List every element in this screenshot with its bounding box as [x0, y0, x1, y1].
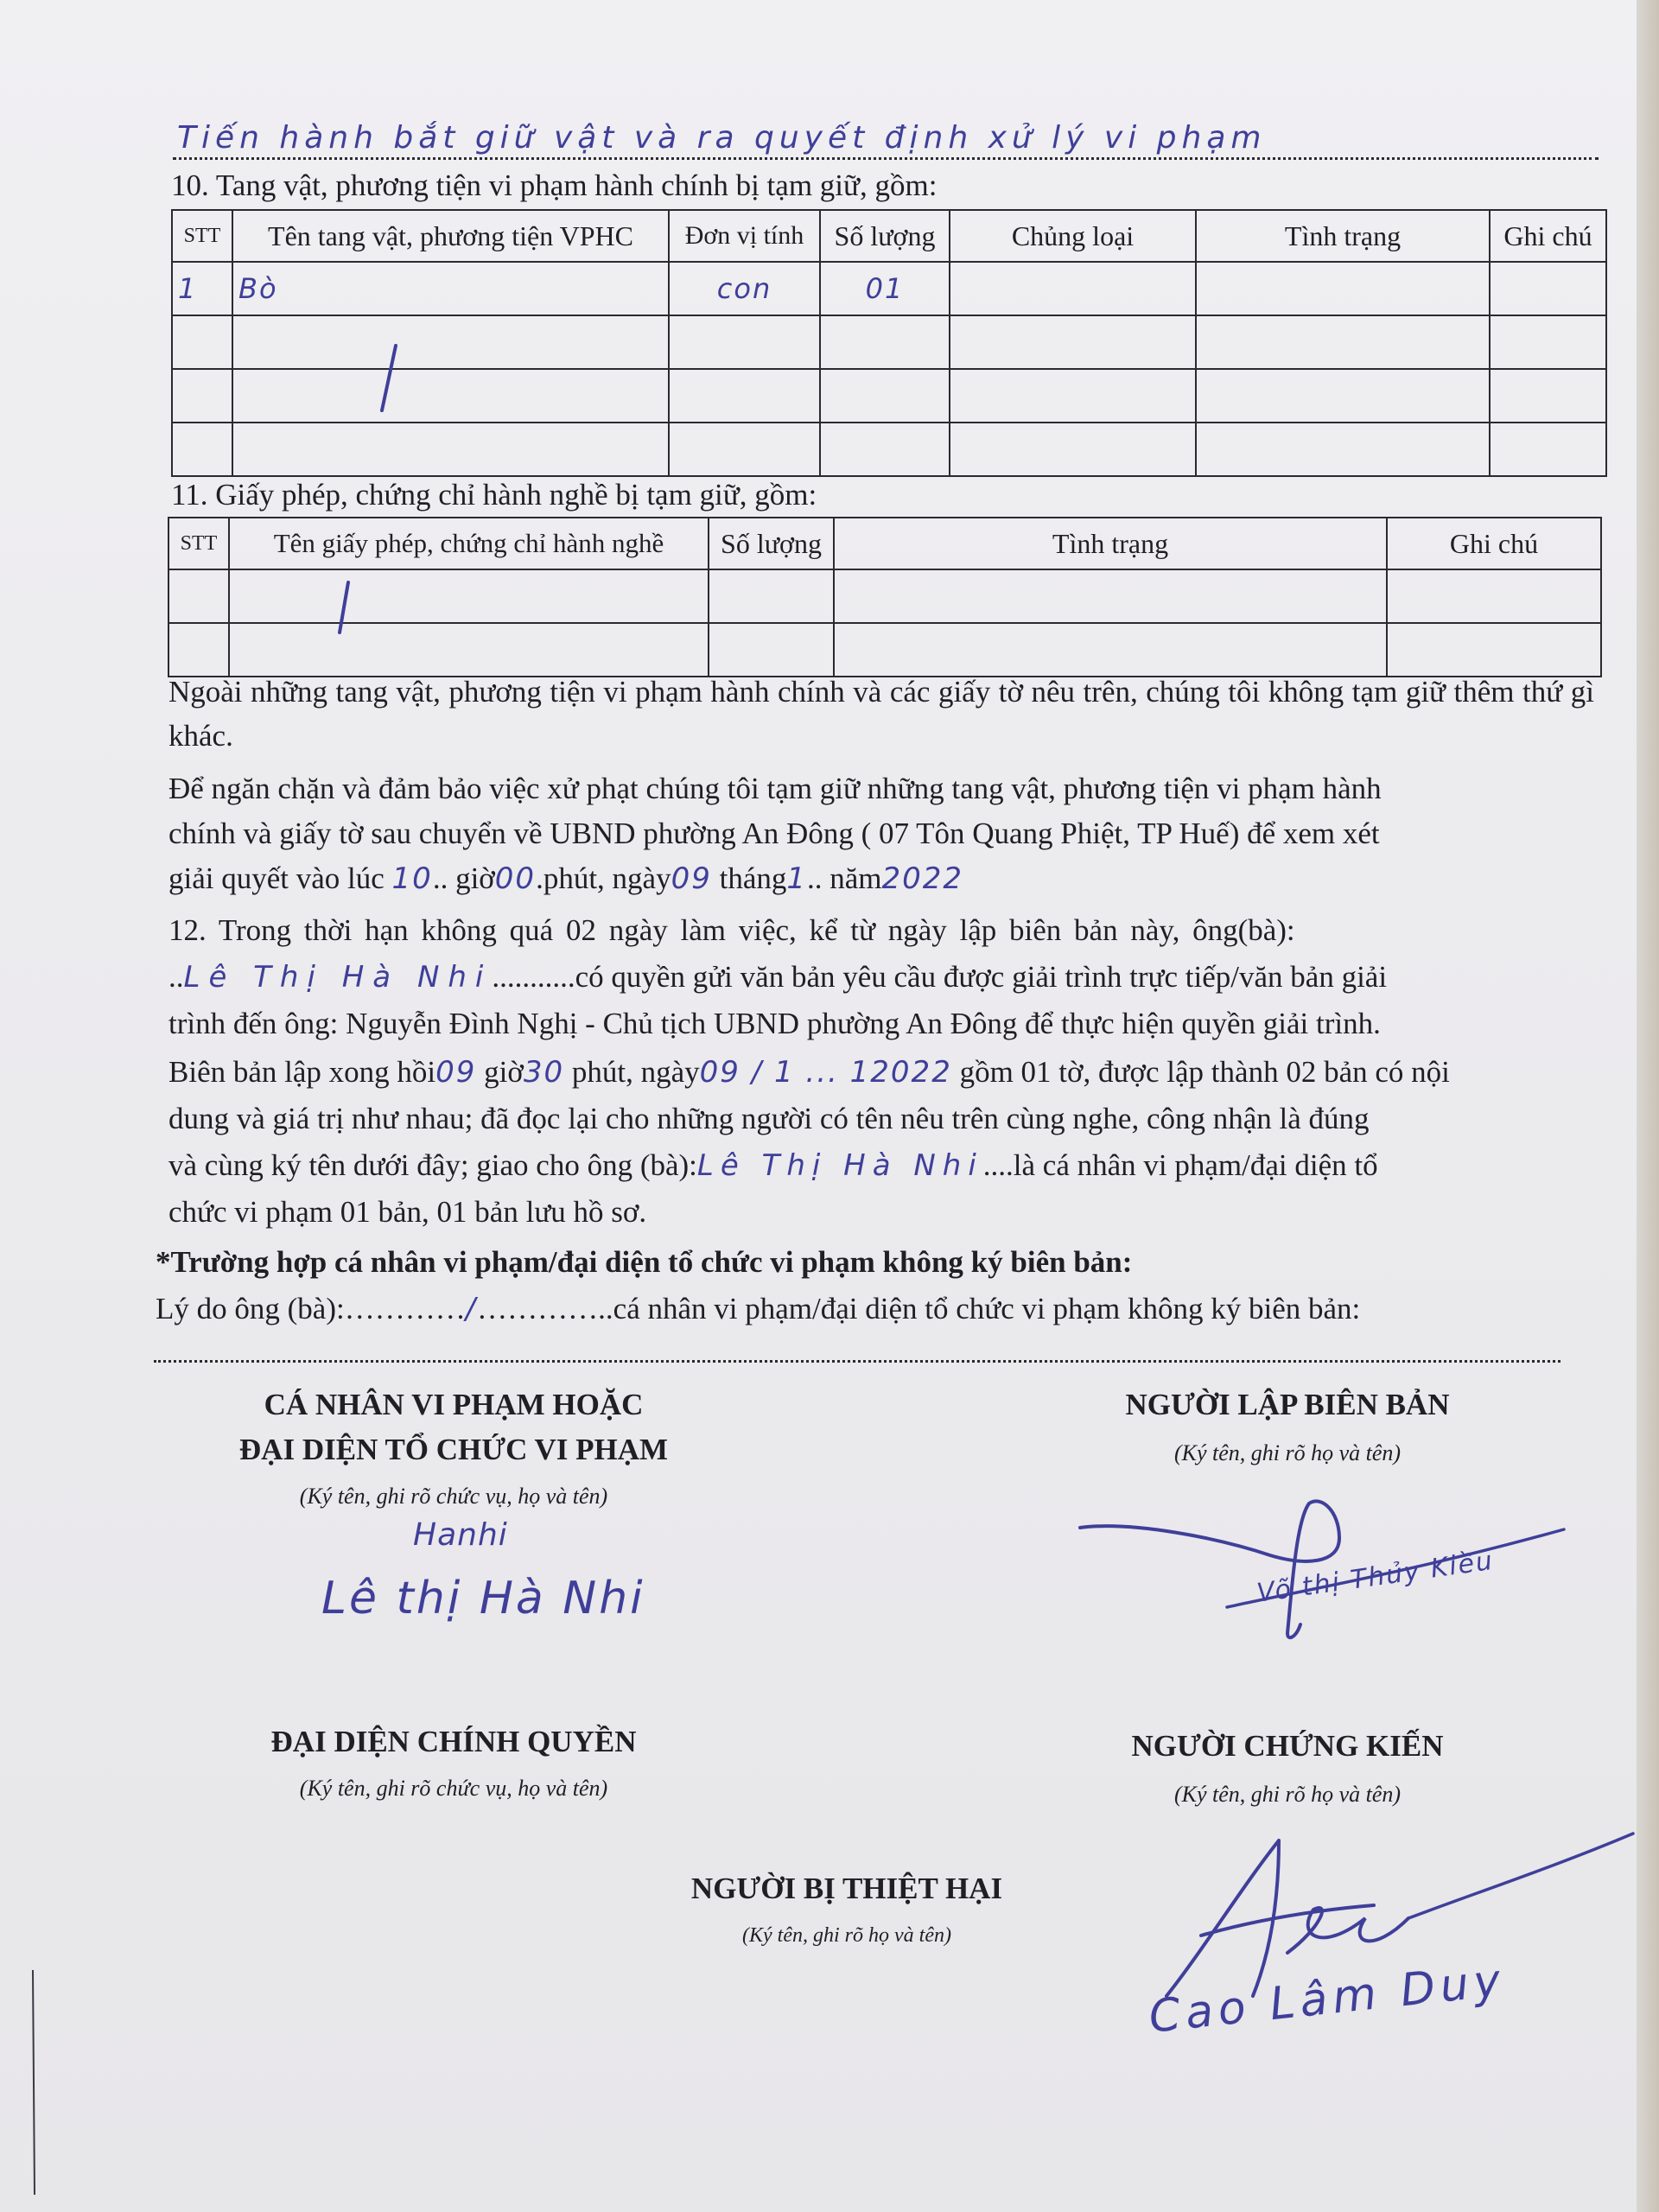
recipient-name: Lê Thị Hà Nhi	[696, 1148, 983, 1183]
col-condition: Tình trạng	[834, 518, 1387, 569]
appointment-minute: 00	[494, 861, 537, 896]
gov-title: ĐẠI DIỆN CHÍNH QUYỀN	[270, 1725, 637, 1758]
reason-line: Lý do ông (bà):…………/…………..cá nhân vi phạm/đại diện tổ chức vi phạm không ký biên bản:	[156, 1292, 1361, 1326]
paragraph-line: ..Lê Thị Hà Nhi...........có quyền gửi văn bản yêu cầu được giải trình trực tiếp/văn bản giải	[168, 960, 1388, 995]
paragraph-text: Ngoài những tang vật, phương tiện vi phạm hành chính và các giấy tờ nêu trên, chúng tôi không tạm giữ thêm thứ gì khác.	[168, 675, 1594, 753]
signature-victim	[605, 1866, 1089, 1955]
col-type: Chủng loại	[950, 210, 1196, 262]
completed-minute: 30	[523, 1055, 565, 1090]
case-heading: *Trường hợp cá nhân vi phạm/đại diện tổ chức vi phạm không ký biên bản:	[156, 1245, 1133, 1279]
col-license-name: Tên giấy phép, chứng chỉ hành nghề	[229, 518, 709, 569]
col-qty: Số lượng	[820, 210, 950, 262]
paragraph-line-completed: Biên bản lập xong hồi09 giờ30 phút, ngày09 / 1 ... 12022 gồm 01 tờ, được lập thành 02 bản có nội	[168, 1055, 1450, 1090]
signature-preparer	[1020, 1382, 1555, 1472]
table-row	[168, 623, 1601, 677]
witness-title: NGƯỜI CHỨNG KIẾN	[1131, 1729, 1444, 1763]
margin-mark	[24, 1970, 41, 2195]
col-note: Ghi chú	[1490, 210, 1606, 262]
completed-hour: 09	[435, 1055, 477, 1090]
preparer-note: (Ký tên, ghi rõ họ và tên)	[1173, 1440, 1402, 1465]
col-name: Tên tang vật, phương tiện VPHC	[232, 210, 669, 262]
col-stt: STT	[168, 518, 229, 569]
appointment-year: 2022	[881, 861, 964, 896]
col-note: Ghi chú	[1387, 518, 1601, 569]
section11-heading: 11. Giấy phép, chứng chỉ hành nghề bị tạm giữ, gồm:	[171, 478, 817, 512]
col-qty: Số lượng	[709, 518, 834, 569]
paragraph-line: 12. Trong thời hạn không quá 02 ngày làm việc, kể từ ngày lập biên bản này, ông(bà):	[168, 913, 1295, 947]
preparer-name: Võ thị Thủy Kiều	[1255, 1545, 1497, 1609]
victim-note: (Ký tên, ghi rõ họ và tên)	[742, 1924, 951, 1947]
violator-name: Lê thị Hà Nhi	[321, 1573, 645, 1624]
paragraph-line: Để ngăn chặn và đảm bảo việc xử phạt chúng tôi tạm giữ những tang vật, phương tiện vi phạm hành	[168, 772, 1382, 805]
table-row	[168, 569, 1601, 623]
signature-witness	[1020, 1724, 1555, 1814]
col-stt: STT	[172, 210, 232, 262]
paragraph-line: và cùng ký tên dưới đây; giao cho ông (bà):Lê Thị Hà Nhi....là cá nhân vi phạm/đại diện tổ	[168, 1148, 1378, 1183]
strike-mark	[324, 579, 367, 639]
handwritten-top-line: Tiến hành bắt giữ vật và ra quyết định xử lý vi phạm	[177, 120, 1267, 156]
section11-table	[168, 517, 1602, 677]
strike-mark	[363, 341, 415, 419]
reason-mark: /	[465, 1292, 478, 1326]
witness-note: (Ký tên, ghi rõ họ và tên)	[1173, 1782, 1402, 1807]
appointment-hour: 10	[391, 861, 433, 896]
appointment-day: 09	[671, 861, 712, 896]
paragraph-line: chức vi phạm 01 bản, 01 bản lưu hồ sơ.	[168, 1195, 647, 1229]
violator-title-2: ĐẠI DIỆN TỔ CHỨC VI PHẠM	[238, 1433, 669, 1466]
col-condition: Tình trạng	[1196, 210, 1490, 262]
appointment-month: 1	[786, 861, 807, 896]
violator-note: (Ký tên, ghi rõ chức vụ, họ và tên)	[299, 1484, 608, 1509]
paragraph-line: trình đến ông: Nguyễn Đình Nghị - Chủ tịch UBND phường An Đông để thực hiện quyền giải trình.	[168, 1007, 1381, 1040]
paragraph-line: dung và giá trị như nhau; đã đọc lại cho những người có tên nêu trên cùng nghe, công nhận là đúng	[168, 1102, 1370, 1135]
paragraph-line: chính và giấy tờ sau chuyển về UBND phường An Đông ( 07 Tôn Quang Phiệt, TP Huế) để xem xét	[168, 817, 1380, 850]
col-unit: Đơn vị tính	[669, 210, 820, 262]
dotted-line	[154, 1360, 1560, 1363]
completed-date: 09 / 1 ... 12022	[699, 1055, 952, 1090]
violator-title-1: CÁ NHÂN VI PHẠM HOẶC	[264, 1388, 644, 1421]
section10-heading: 10. Tang vật, phương tiện vi phạm hành chính bị tạm giữ, gồm:	[171, 168, 938, 202]
paragraph-no-other-items	[168, 670, 1594, 758]
table-row	[172, 262, 1606, 315]
preparer-title: NGƯỜI LẬP BIÊN BẢN	[1125, 1388, 1450, 1421]
signature-government	[156, 1719, 752, 1808]
row1-stt: 1	[172, 262, 232, 315]
violator-name-field: Lê Thị Hà Nhi	[183, 960, 493, 995]
page-edge	[1637, 0, 1659, 2212]
row1-qty: 01	[820, 262, 950, 315]
dotted-line	[173, 157, 1599, 160]
paragraph-line-appointment: giải quyết vào lúc 10.. giờ00.phút, ngày09 tháng1.. năm2022	[168, 861, 964, 896]
witness-name: Cao Lâm Duy	[1146, 1954, 1509, 2044]
gov-note: (Ký tên, ghi rõ chức vụ, họ và tên)	[299, 1776, 608, 1801]
row1-name: Bò	[232, 262, 669, 315]
table-row	[172, 423, 1606, 476]
violator-signature: Hanhi	[413, 1517, 508, 1553]
signature-violator	[156, 1382, 752, 1516]
victim-title: NGƯỜI BỊ THIỆT HẠI	[690, 1872, 1003, 1905]
row1-unit: con	[669, 262, 820, 315]
